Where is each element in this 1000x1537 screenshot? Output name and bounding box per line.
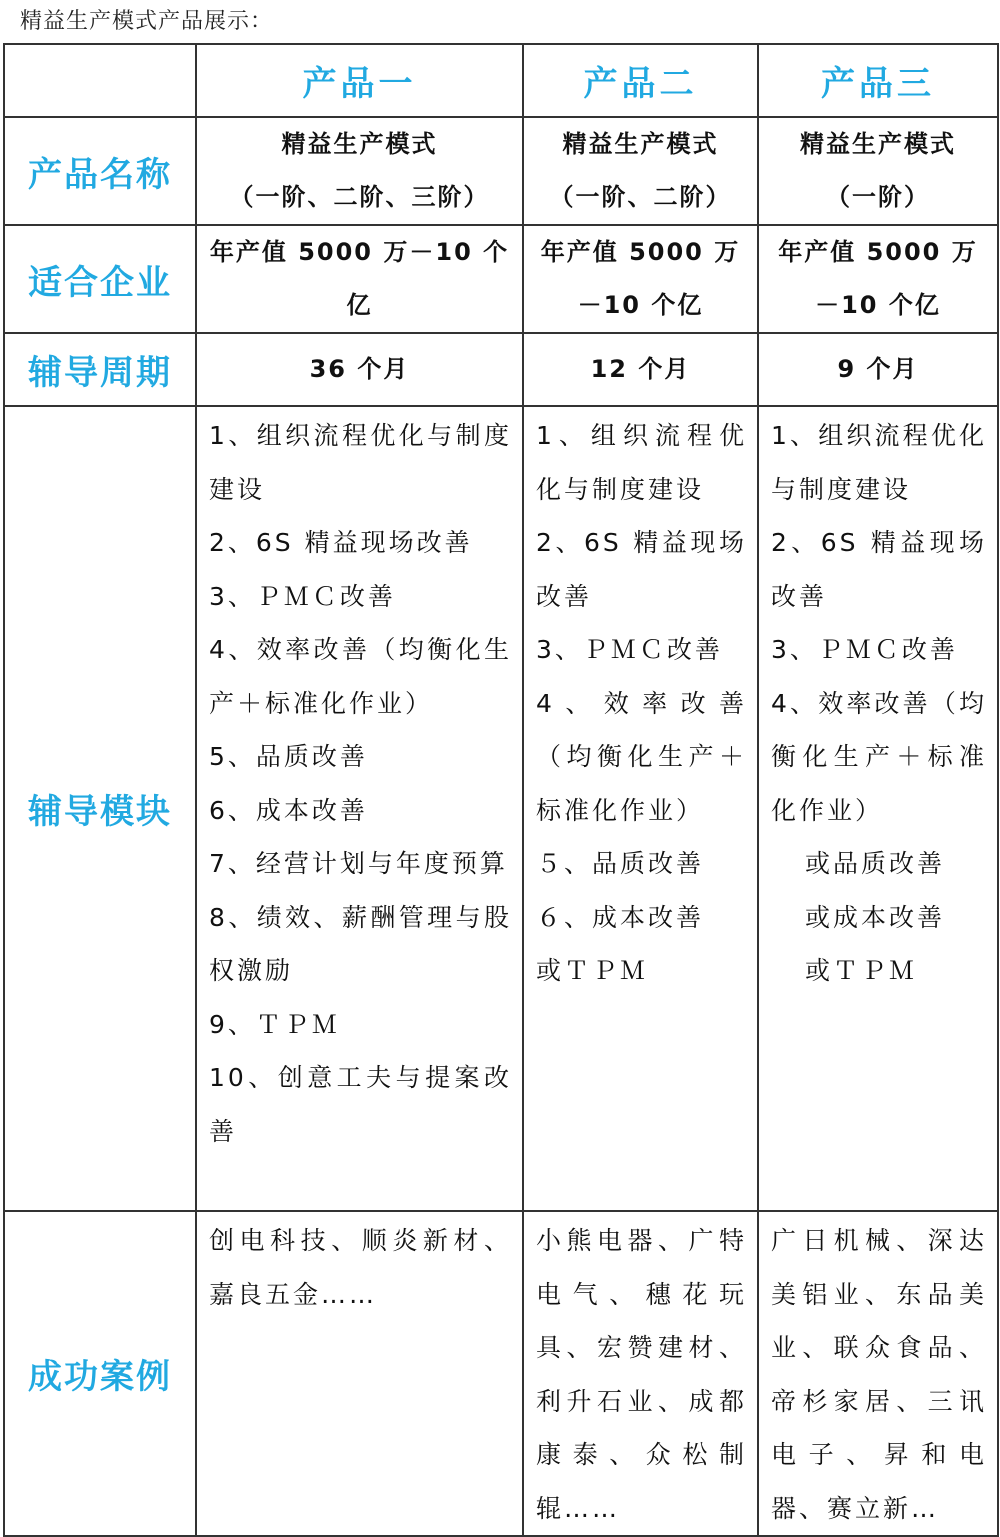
cell-cases-1 bbox=[196, 1211, 523, 1536]
product-table bbox=[3, 43, 999, 1537]
module-2-item: 2、6S 精益现场改善 bbox=[536, 528, 747, 611]
module-1-item: 7、经营计划与年度预算 bbox=[209, 849, 508, 878]
module-1-item: 2、6S 精益现场改善 bbox=[209, 528, 473, 557]
cell-period-1: 36 个月 bbox=[196, 333, 523, 406]
enterprise-2-line-2: －10 个亿 bbox=[577, 291, 704, 319]
cell-period-2: 12 个月 bbox=[523, 333, 758, 406]
module-2-item: 4、效率改善（均衡化生产＋标准化作业） bbox=[536, 688, 747, 825]
module-2-item: 3、ＰＭＣ改善 bbox=[536, 635, 723, 664]
enterprise-2-line-1: 年产值 5000 万 bbox=[540, 238, 741, 266]
module-3-item: 4、效率改善（均衡化生产＋标准化作业） bbox=[771, 688, 987, 825]
cell-name-2 bbox=[523, 117, 758, 225]
cases-2-text: 小熊电器、广特电气、穗花玩具、宏赞建材、利升石业、成都康泰、众松制辊…… bbox=[536, 1226, 747, 1523]
module-2-item: 或ＴＰＭ bbox=[536, 956, 649, 985]
module-1-item: 3、ＰＭＣ改善 bbox=[209, 581, 396, 611]
cell-name-3 bbox=[758, 117, 998, 225]
cell-modules-3 bbox=[758, 406, 998, 1211]
cases-3-text: 广日机械、深达美铝业、东品美业、联众食品、帝杉家居、三讯电子、昇和电器、赛立新… bbox=[771, 1226, 987, 1523]
module-3-item: 或成本改善 bbox=[805, 902, 946, 932]
module-2-item: 1、组织流程优化与制度建设 bbox=[536, 421, 747, 504]
label-product-name: 产品名称 bbox=[4, 117, 196, 225]
cell-name-1 bbox=[196, 117, 523, 225]
name-2-line-1: 精益生产模式 bbox=[562, 130, 719, 158]
enterprise-1-line-2: 亿 bbox=[346, 291, 373, 319]
row-modules bbox=[4, 406, 998, 1211]
name-3-line-1: 精益生产模式 bbox=[800, 130, 956, 158]
module-1-item: 4、效率改善（均衡化生产＋标准化作业） bbox=[209, 635, 512, 718]
label-enterprise: 适合企业 bbox=[4, 225, 196, 333]
row-enterprise bbox=[4, 225, 998, 333]
cell-modules-1 bbox=[196, 406, 523, 1211]
label-cases: 成功案例 bbox=[4, 1211, 196, 1536]
header-product-3: 产品三 bbox=[758, 44, 998, 117]
row-product-name bbox=[4, 117, 998, 225]
header-row bbox=[4, 44, 998, 117]
name-1-line-1: 精益生产模式 bbox=[281, 130, 438, 158]
header-product-2: 产品二 bbox=[523, 44, 758, 117]
module-1-item: 1、组织流程优化与制度建设 bbox=[209, 421, 512, 504]
name-2-line-2: （一阶、二阶） bbox=[549, 183, 732, 211]
cases-1-text: 创电科技、顺炎新材、嘉良五金…… bbox=[209, 1226, 512, 1309]
row-cases bbox=[4, 1211, 998, 1536]
module-1-item: 9、ＴＰＭ bbox=[209, 1009, 340, 1039]
cell-cases-2 bbox=[523, 1211, 758, 1536]
page-caption: 精益生产模式产品展示： bbox=[20, 9, 274, 34]
module-2-item: ６、成本改善 bbox=[536, 902, 705, 932]
module-3-item: 或ＴＰＭ bbox=[805, 956, 918, 985]
label-period: 辅导周期 bbox=[4, 333, 196, 406]
module-1-item: 8、绩效、薪酬管理与股权激励 bbox=[209, 902, 512, 985]
header-product-1: 产品一 bbox=[196, 44, 523, 117]
cell-enterprise-1 bbox=[196, 225, 523, 333]
module-2-item: ５、品质改善 bbox=[536, 849, 705, 878]
cell-enterprise-3 bbox=[758, 225, 998, 333]
module-1-item: 5、品质改善 bbox=[209, 742, 368, 771]
row-period bbox=[4, 333, 998, 406]
module-3-item: 1、组织流程优化与制度建设 bbox=[771, 421, 987, 504]
name-1-line-2: （一阶、二阶、三阶） bbox=[229, 183, 490, 211]
enterprise-3-line-2: －10 个亿 bbox=[815, 291, 941, 319]
cell-modules-2 bbox=[523, 406, 758, 1211]
module-3-item: 2、6S 精益现场改善 bbox=[771, 528, 987, 611]
module-3-item: 3、ＰＭＣ改善 bbox=[771, 635, 958, 664]
cell-cases-3 bbox=[758, 1211, 998, 1536]
label-modules: 辅导模块 bbox=[4, 406, 196, 1211]
enterprise-3-line-1: 年产值 5000 万 bbox=[778, 238, 978, 266]
module-3-item: 或品质改善 bbox=[805, 849, 946, 878]
enterprise-1-line-1: 年产值 5000 万－10 个 bbox=[209, 238, 510, 266]
module-1-item: 10、创意工夫与提案改善 bbox=[209, 1063, 512, 1146]
cell-enterprise-2 bbox=[523, 225, 758, 333]
cell-period-3: 9 个月 bbox=[758, 333, 998, 406]
module-1-item: 6、成本改善 bbox=[209, 795, 368, 825]
corner-cell bbox=[4, 44, 196, 117]
name-3-line-2: （一阶） bbox=[826, 183, 930, 211]
